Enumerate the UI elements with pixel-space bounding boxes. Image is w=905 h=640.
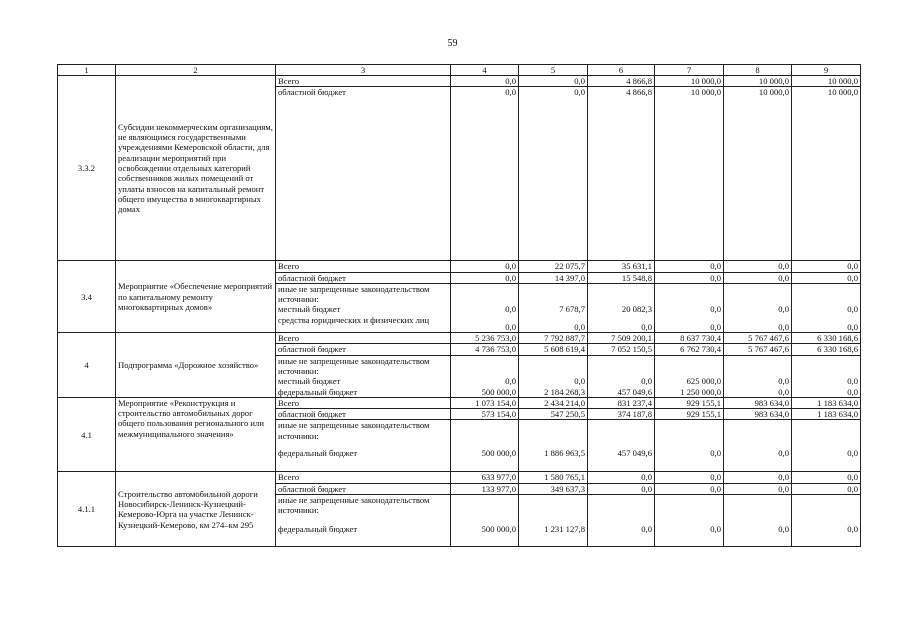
value-cell: 929 155,1 [655, 409, 724, 420]
value-cell: 5 767 467,6 [724, 344, 792, 355]
value-cell: 1 886 963,5 [544, 448, 585, 459]
value-cell: 0,0 [847, 376, 858, 387]
value-cell: 0,0 [451, 272, 519, 283]
value-cell: 547 250,5 [519, 409, 588, 420]
value-group [655, 283, 724, 332]
value-cell: 0,0 [792, 272, 861, 283]
value-cell: 500 000,0 [481, 523, 516, 534]
value-cell: 1 183 634,0 [792, 409, 861, 420]
table-row [58, 397, 861, 408]
value-cell: 0,0 [847, 321, 858, 332]
value-cell: 10 000,0 [792, 87, 861, 261]
value-cell: 0,0 [847, 386, 858, 397]
header-row [58, 65, 861, 76]
value-cell: 0,0 [778, 304, 789, 315]
value-cell: 0,0 [505, 376, 516, 387]
value-cell: 0,0 [655, 483, 724, 494]
value-cell: 831 237,4 [588, 397, 655, 408]
source-label: областной бюджет [276, 87, 451, 261]
value-cell: 0,0 [641, 376, 652, 387]
value-group [451, 355, 519, 397]
value-group [655, 355, 724, 397]
value-cell: 500 000,0 [481, 386, 516, 397]
value-cell: 2 184 268,3 [544, 386, 585, 397]
source-group [276, 283, 451, 332]
value-cell: 10 000,0 [792, 76, 861, 87]
value-group [519, 420, 588, 472]
value-cell: 5 608 619,4 [519, 344, 588, 355]
value-cell: 0,0 [778, 321, 789, 332]
value-cell: 349 637,3 [519, 483, 588, 494]
value-cell: 35 631,1 [588, 261, 655, 272]
value-group [792, 355, 861, 397]
value-cell: 0,0 [655, 472, 724, 483]
value-cell: 5 236 753,0 [451, 333, 519, 344]
value-cell: 0,0 [574, 321, 585, 332]
column-header: 8 [724, 65, 792, 76]
other-sources-label: иные не запрещенные законодательством источники: [278, 420, 430, 441]
value-cell: 7 792 887,7 [519, 333, 588, 344]
row-name: Мероприятие «Обеспечение мероприятий по капитальному ремонту многоквартирных домов» [116, 261, 276, 333]
value-cell: 5 767 467,6 [724, 333, 792, 344]
value-cell: 0,0 [505, 304, 516, 315]
value-cell: 573 154,0 [451, 409, 519, 420]
value-cell: 0,0 [724, 272, 792, 283]
table-row [58, 76, 861, 87]
value-cell: 1 073 154,0 [451, 397, 519, 408]
value-cell: 8 637 730,4 [655, 333, 724, 344]
value-group [724, 495, 792, 547]
value-group [724, 355, 792, 397]
value-cell: 0,0 [641, 523, 652, 534]
column-header: 7 [655, 65, 724, 76]
value-cell: 14 397,0 [519, 272, 588, 283]
value-cell: 133 977,0 [451, 483, 519, 494]
value-cell: 0,0 [519, 76, 588, 87]
value-cell: 10 000,0 [655, 76, 724, 87]
value-cell: 929 155,1 [655, 397, 724, 408]
column-header: 2 [116, 65, 276, 76]
table-row [58, 261, 861, 272]
value-cell: 0,0 [710, 304, 721, 315]
value-group [451, 420, 519, 472]
table-row [58, 472, 861, 483]
value-cell: 0,0 [451, 76, 519, 87]
source-label: федеральный бюджет [278, 386, 358, 397]
value-cell: 4 866,8 [588, 76, 655, 87]
value-cell: 6 762 730,4 [655, 344, 724, 355]
value-cell: 633 977,0 [451, 472, 519, 483]
row-name: Мероприятие «Реконструкция и строительство автомобильных дорог общего пользования регионального или межмуниципального значения» [116, 397, 276, 472]
value-group [588, 355, 655, 397]
column-header: 5 [519, 65, 588, 76]
value-cell: 0,0 [847, 304, 858, 315]
value-cell: 2 434 214,0 [519, 397, 588, 408]
source-label: областной бюджет [276, 409, 451, 420]
other-sources-label: иные не запрещенные законодательством источники: [278, 495, 430, 516]
value-cell: 7 509 200,1 [588, 333, 655, 344]
value-group [655, 495, 724, 547]
value-cell: 457 049,6 [617, 448, 652, 459]
value-cell: 0,0 [710, 523, 721, 534]
value-cell: 0,0 [778, 376, 789, 387]
value-cell: 983 634,0 [724, 397, 792, 408]
value-cell: 0,0 [724, 472, 792, 483]
value-cell: 0,0 [505, 321, 516, 332]
value-group [451, 495, 519, 547]
column-header: 1 [58, 65, 116, 76]
value-group [519, 495, 588, 547]
value-cell: 0,0 [710, 448, 721, 459]
value-cell: 0,0 [792, 261, 861, 272]
value-cell: 6 330 168,6 [792, 333, 861, 344]
value-cell: 15 548,8 [588, 272, 655, 283]
source-label: Всего [276, 261, 451, 272]
source-label: областной бюджет [276, 344, 451, 355]
row-name: Подпрограмма «Дорожное хозяйство» [116, 333, 276, 398]
value-cell: 0,0 [792, 472, 861, 483]
value-cell: 0,0 [778, 386, 789, 397]
value-cell: 22 075,7 [519, 261, 588, 272]
source-label: местный бюджет [278, 304, 341, 315]
value-cell: 1 231 127,8 [544, 523, 585, 534]
value-cell: 0,0 [847, 523, 858, 534]
value-cell: 1 580 765,1 [519, 472, 588, 483]
value-cell: 10 000,0 [724, 76, 792, 87]
source-label: местный бюджет [278, 376, 341, 387]
value-cell: 0,0 [588, 483, 655, 494]
row-code: 3.4 [58, 261, 116, 333]
value-cell: 0,0 [847, 448, 858, 459]
value-cell: 500 000,0 [481, 448, 516, 459]
value-cell: 0,0 [778, 448, 789, 459]
source-label: Всего [276, 472, 451, 483]
value-cell: 1 250 000,0 [680, 386, 721, 397]
value-cell: 0,0 [778, 523, 789, 534]
value-cell: 4 866,8 [588, 87, 655, 261]
value-cell: 0,0 [451, 261, 519, 272]
source-label: областной бюджет [276, 272, 451, 283]
value-cell: 0,0 [451, 87, 519, 261]
value-cell: 625 000,0 [686, 376, 721, 387]
source-label: Всего [276, 333, 451, 344]
source-label: федеральный бюджет [278, 448, 358, 459]
source-label: областной бюджет [276, 483, 451, 494]
source-group [276, 355, 451, 397]
row-name: Субсидии некоммерческим организациям, не являющимся государственными учреждениями Кемеровской области, для реализации мероприятий при освобождении отдельных категорий собственников жилых помещений от уплаты взносов на капитальный ремонт общего имущества в многоквартирных домах [116, 76, 276, 261]
value-cell: 0,0 [792, 483, 861, 494]
value-cell: 0,0 [588, 472, 655, 483]
value-cell: 457 049,6 [617, 386, 652, 397]
row-code: 4 [58, 333, 116, 398]
value-group [724, 283, 792, 332]
source-group [276, 495, 451, 547]
value-cell: 0,0 [724, 483, 792, 494]
value-group [792, 420, 861, 472]
value-cell: 10 000,0 [655, 87, 724, 261]
value-cell: 374 187,8 [588, 409, 655, 420]
value-cell: 0,0 [655, 261, 724, 272]
value-cell: 0,0 [641, 321, 652, 332]
value-group [451, 283, 519, 332]
value-cell: 6 330 168,6 [792, 344, 861, 355]
value-group [724, 420, 792, 472]
source-group [276, 420, 451, 472]
value-cell: 20 082,3 [621, 304, 652, 315]
other-sources-label: иные не запрещенные законодательством источники: [278, 283, 430, 305]
value-cell: 0,0 [724, 261, 792, 272]
column-header: 4 [451, 65, 519, 76]
value-cell: 0,0 [655, 272, 724, 283]
source-label: средства юридических и физических лиц [278, 314, 430, 325]
value-cell: 1 183 634,0 [792, 397, 861, 408]
row-code: 4.1.1 [58, 472, 116, 547]
budget-table [57, 64, 861, 547]
value-cell: 983 634,0 [724, 409, 792, 420]
value-group [792, 283, 861, 332]
column-header: 6 [588, 65, 655, 76]
table-row [58, 333, 861, 344]
value-group [588, 495, 655, 547]
value-group [519, 283, 588, 332]
value-cell: 0,0 [574, 376, 585, 387]
row-code: 4.1 [58, 397, 116, 472]
other-sources-label: иные не запрещенные законодательством источники: [278, 355, 430, 376]
value-cell: 7 678,7 [559, 304, 585, 315]
value-cell: 10 000,0 [724, 87, 792, 261]
column-header: 3 [276, 65, 451, 76]
value-group [519, 355, 588, 397]
page-number: 59 [447, 38, 458, 49]
value-cell: 0,0 [710, 321, 721, 332]
source-label: федеральный бюджет [278, 523, 358, 534]
value-group [792, 495, 861, 547]
value-cell: 0,0 [519, 87, 588, 261]
source-label: Всего [276, 397, 451, 408]
source-label: Всего [276, 76, 451, 87]
value-group [588, 283, 655, 332]
value-group [588, 420, 655, 472]
value-cell: 7 052 150,5 [588, 344, 655, 355]
value-cell: 4 736 753,0 [451, 344, 519, 355]
column-header: 9 [792, 65, 861, 76]
row-name: Строительство автомобильной дороги Новосибирск-Ленинск-Кузнецкий-Кемерово-Юрга на участке Ленинск-Кузнецкий-Кемерово, км 274–км 295 [116, 472, 276, 547]
row-code: 3.3.2 [58, 76, 116, 261]
value-group [655, 420, 724, 472]
